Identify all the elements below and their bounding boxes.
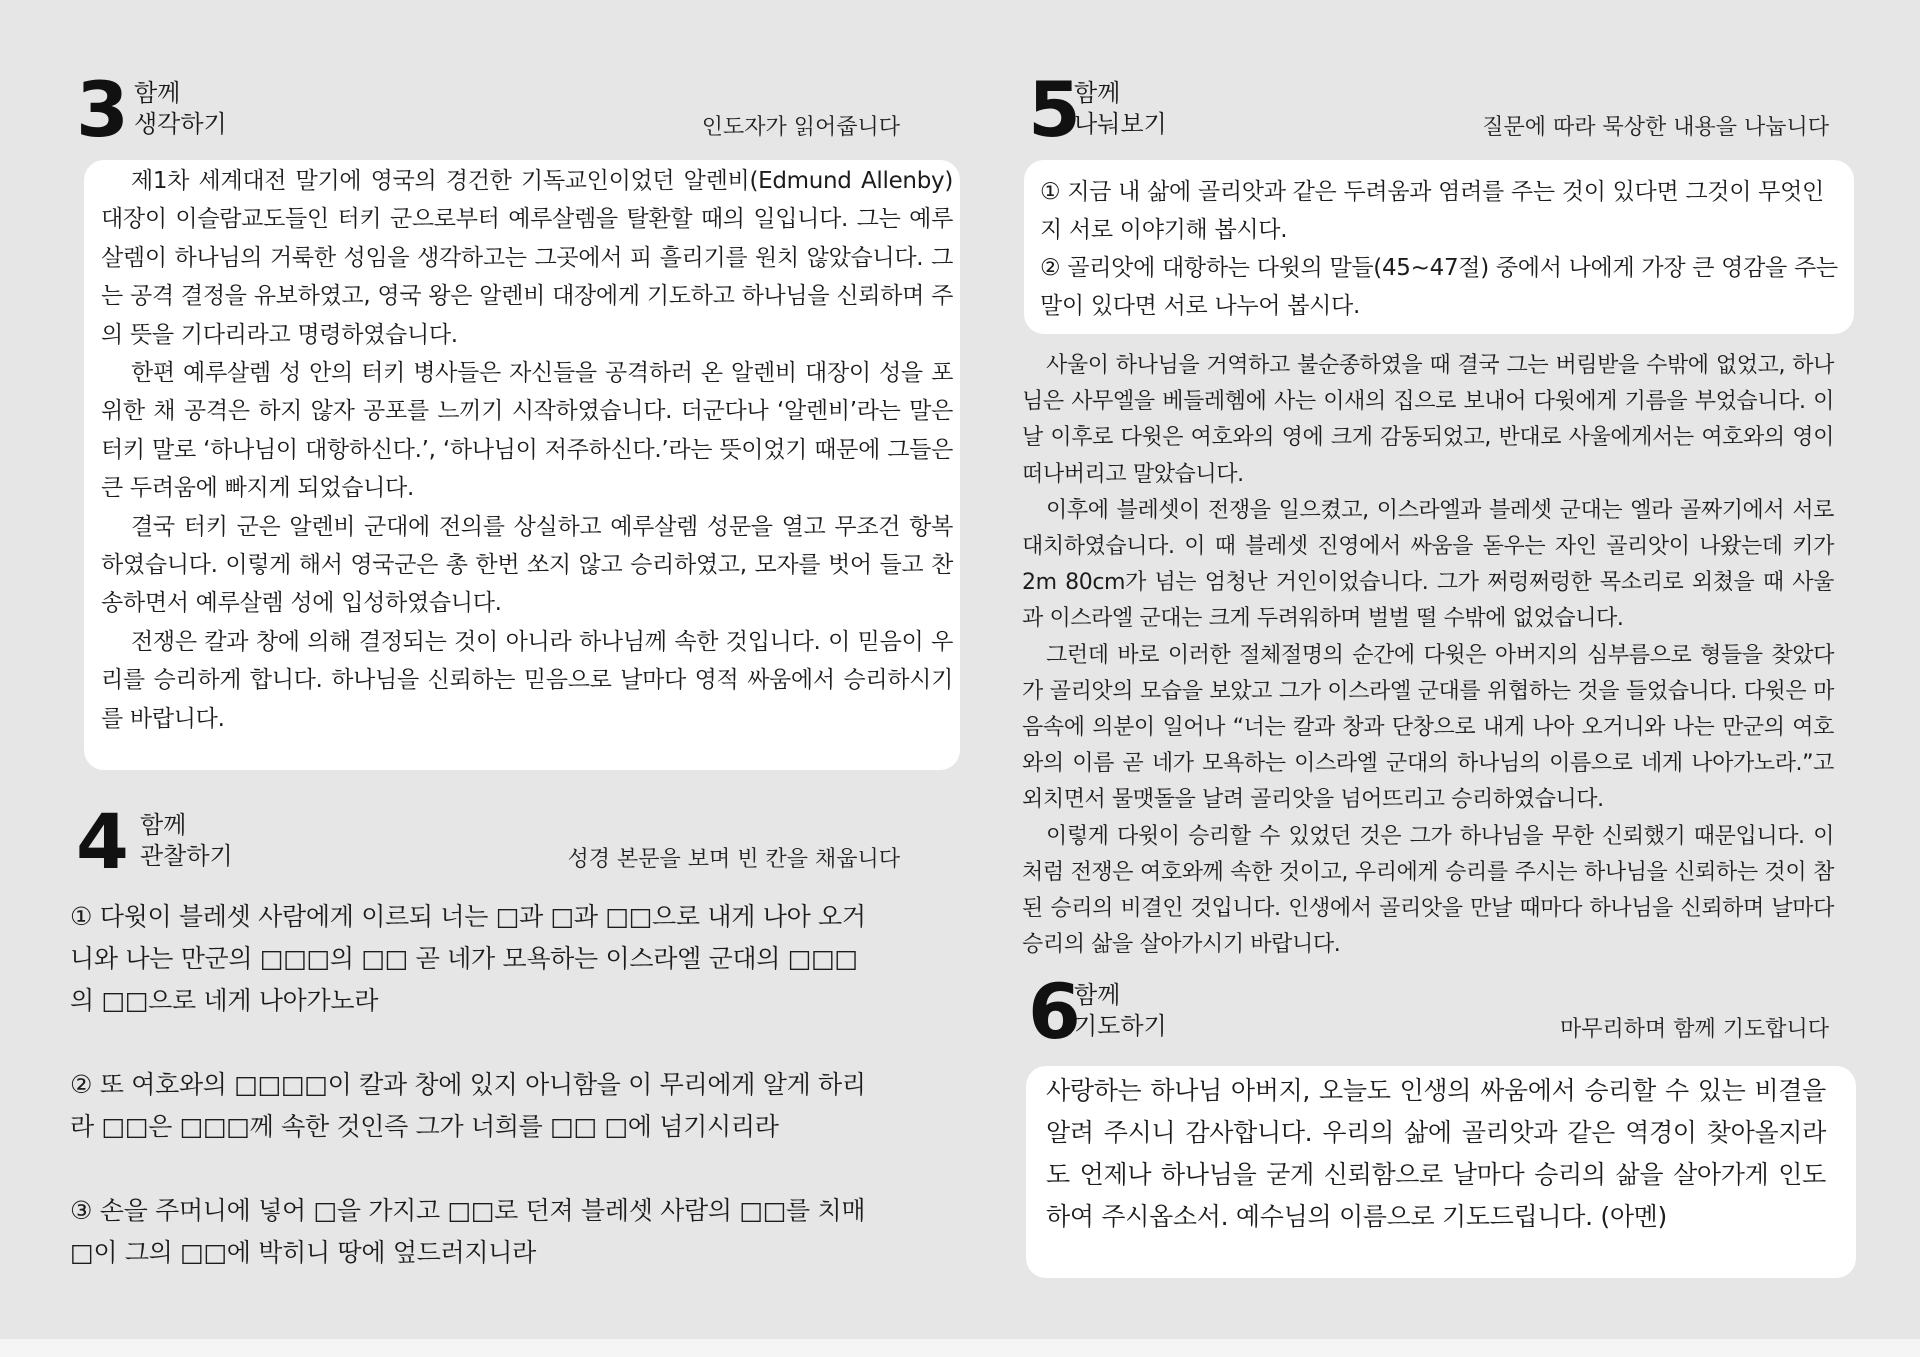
- fill-blank-item: ② 또 여호와의 □□□□이 칼과 창에 있지 아니함을 이 무리에게 알게 하리라 □□은 □□□께 속한 것인즉 그가 너희를 □□ □에 넘기시리라: [70, 1070, 866, 1141]
- section-4-title: [140, 810, 233, 872]
- section-4-title-line2: 관찰하기: [140, 842, 233, 870]
- discussion-question: ② 골리앗에 대항하는 다윗의 말들(45~47절) 중에서 나에게 가장 큰 영감을 주는 말이 있다면 서로 나누어 봅시다.: [1040, 255, 1838, 319]
- section-5-title-line2: 나눠보기: [1074, 110, 1167, 138]
- section-3-title-line2: 생각하기: [134, 110, 227, 138]
- section-4-header: [68, 797, 900, 886]
- story-paragraph: 결국 터키 군은 알렌비 군대에 전의를 상실하고 예루살렘 성문을 열고 무조건 항복하였습니다. 이렇게 해서 영국군은 총 한번 쏘지 않고 승리하였고, 모자를 벗어 들고 찬송하면서 예루살렘 성에 입성하였습니다.: [101, 513, 953, 617]
- commentary-paragraph: 이후에 블레셋이 전쟁을 일으켰고, 이스라엘과 블레셋 군대는 엘라 골짜기에서 서로 대치하였습니다. 이 때 블레셋 진영에서 싸움을 돋우는 자인 골리앗이 나왔는데 키가 2m 80cm가 넘는 엄청난 거인이었습니다. 그가 쩌렁쩌렁한 목소리로 외쳤을 때 사울과 이스라엘 군대는 크게 두려워하며 벌벌 떨 수밖에 없었습니다.: [1022, 497, 1834, 632]
- section-3-subtitle: 인도자가 읽어줍니다: [701, 115, 900, 140]
- discussion-question: ① 지금 내 삶에 골리앗과 같은 두려움과 염려를 주는 것이 있다면 그것이 무엇인지 서로 이야기해 봅시다.: [1040, 179, 1824, 243]
- section-4-subtitle: 성경 본문을 보며 빈 칸을 채웁니다: [567, 847, 900, 872]
- story-paragraph: 제1차 세계대전 말기에 영국의 경건한 기독교인이었던 알렌비(Edmund Allenby) 대장이 이슬람교도들인 터키 군으로부터 예루살렘을 탈환할 때의 일입니다. 그는 예루살렘이 하나님의 거룩한 성임을 생각하고는 그곳에서 피 흘리기를 원치 않았습니다. 그는 공격 결정을 유보하였고, 영국 왕은 알렌비 대장에게 기도하고 하나님을 신뢰하며 주의 뜻을 기다리라고 명령하였습니다.: [101, 168, 953, 348]
- section-6-title-line2: 기도하기: [1074, 1012, 1167, 1040]
- section-3-title-line1: 함께: [134, 79, 181, 107]
- fill-blank-item: ① 다윗이 블레셋 사람에게 이르되 너는 □과 □과 □□으로 내게 나아 오거니와 나는 만군의 □□□의 □□ 곧 네가 모욕하는 이스라엘 군대의 □□□의 □□으로 네게 나아가노라: [70, 902, 866, 1015]
- section-5-header: [1020, 65, 1855, 154]
- section-6-prayer-card: [1026, 1066, 1856, 1278]
- section-4-fill-blanks: [70, 896, 878, 1316]
- section-3-title: [134, 78, 227, 140]
- story-paragraph: 전쟁은 칼과 창에 의해 결정되는 것이 아니라 하나님께 속한 것입니다. 이 믿음이 우리를 승리하게 합니다. 하나님을 신뢰하는 믿음으로 날마다 영적 싸움에서 승리하시기를 바랍니다.: [101, 628, 953, 732]
- section-5-subtitle: 질문에 따라 묵상한 내용을 나눕니다: [1482, 115, 1829, 140]
- section-6-title-line1: 함께: [1074, 981, 1121, 1009]
- story-paragraph: 한편 예루살렘 성 안의 터키 병사들은 자신들을 공격하러 온 알렌비 대장이 성을 포위한 채 공격은 하지 않자 공포를 느끼기 시작하였습니다. 더군다나 ‘알렌비’라는 말은 터키 말로 ‘하나님이 대항하신다.’, ‘하나님이 저주하신다.’라는 뜻이었기 때문에 그들은 큰 두려움에 빠지게 되었습니다.: [101, 360, 953, 502]
- section-6-title: [1074, 980, 1167, 1042]
- page-bottom-edge: [0, 1339, 1920, 1357]
- section-5-questions-card: [1024, 160, 1854, 334]
- commentary-paragraph: 그런데 바로 이러한 절체절명의 순간에 다윗은 아버지의 심부름으로 형들을 찾았다가 골리앗의 모습을 보았고 그가 이스라엘 군대를 위협하는 것을 들었습니다. 다윗은 마음속에 의분이 일어나 “너는 칼과 창과 단창으로 내게 나아 오거니와 나는 만군의 여호와의 이름 곧 네가 모욕하는 이스라엘 군대의 하나님의 이름으로 네게 나아가노라.”고 외치면서 물맷돌을 날려 골리앗을 넘어뜨리고 승리하였습니다.: [1022, 642, 1834, 813]
- closing-prayer: 사랑하는 하나님 아버지, 오늘도 인생의 싸움에서 승리할 수 있는 비결을 알려 주시니 감사합니다. 우리의 삶에 골리앗과 같은 역경이 찾아올지라도 언제나 하나님을 굳게 신뢰함으로 날마다 승리의 삶을 살아가게 인도하여 주시옵소서. 예수님의 이름으로 기도드립니다. (아멘): [1046, 1076, 1826, 1231]
- section-6-header: [1020, 967, 1855, 1056]
- commentary-paragraph: 이렇게 다윗이 승리할 수 있었던 것은 그가 하나님을 무한 신뢰했기 때문입니다. 이처럼 전쟁은 여호와께 속한 것이고, 우리에게 승리를 주시는 하나님을 신뢰하는 것이 참된 승리의 비결인 것입니다. 인생에서 골리앗을 만날 때마다 하나님을 신뢰하며 날마다 승리의 삶을 살아가시기 바랍니다.: [1022, 823, 1834, 958]
- section-6-subtitle: 마무리하며 함께 기도합니다: [1559, 1017, 1829, 1042]
- commentary-paragraph: 사울이 하나님을 거역하고 불순종하였을 때 결국 그는 버림받을 수밖에 없었고, 하나님은 사무엘을 베들레헴에 사는 이새의 집으로 보내어 다윗에게 기름을 부었습니다. 이 날 이후로 다윗은 여호와의 영에 크게 감동되었고, 반대로 사울에게서는 여호와의 영이 떠나버리고 말았습니다.: [1022, 353, 1834, 487]
- section-6-number: 6: [1028, 967, 1078, 1056]
- section-3-header: [68, 65, 900, 154]
- section-5-title: [1074, 78, 1167, 140]
- section-4-title-line1: 함께: [140, 811, 187, 839]
- section-5-commentary: [1022, 348, 1834, 963]
- section-5-title-line1: 함께: [1074, 79, 1121, 107]
- section-3-number: 3: [76, 65, 126, 154]
- section-3-story-card: [84, 160, 960, 770]
- fill-blank-item: ③ 손을 주머니에 넣어 □을 가지고 □□로 던져 블레셋 사람의 □□를 치매 □이 그의 □□에 박히니 땅에 엎드러지니라: [70, 1196, 866, 1267]
- section-4-number: 4: [76, 797, 126, 886]
- section-5-number: 5: [1028, 65, 1078, 154]
